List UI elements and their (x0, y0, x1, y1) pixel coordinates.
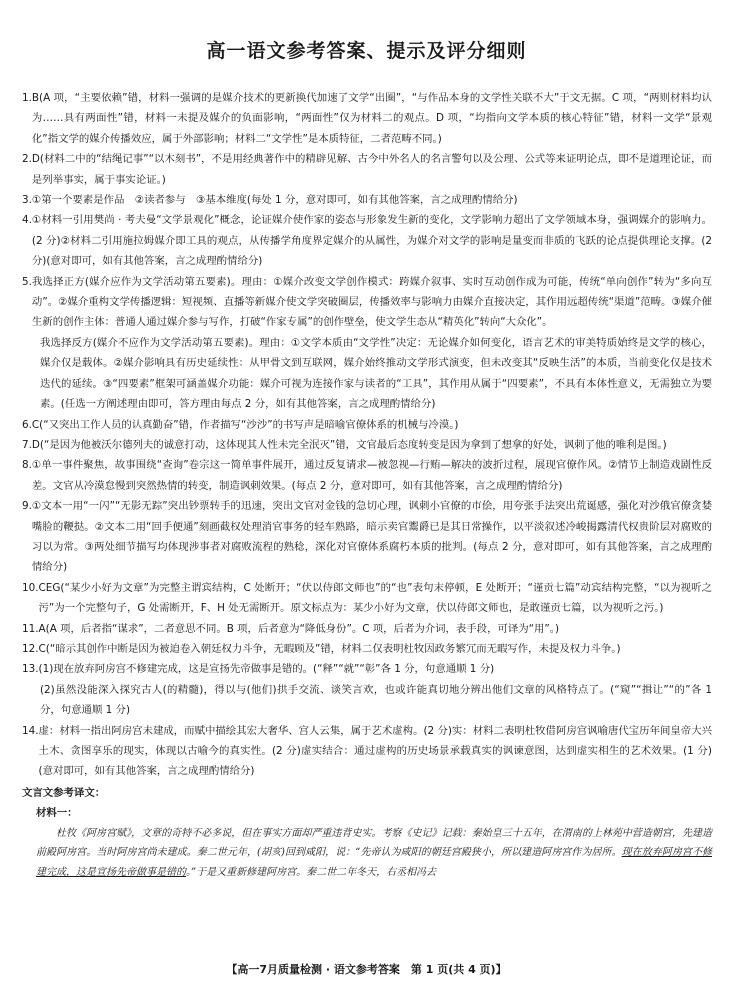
answer-item-1 (22, 88, 712, 149)
answer-number: 12. (22, 642, 39, 655)
answer-item-8 (22, 455, 712, 496)
answer-number: 3. (22, 194, 32, 207)
answer-text: ①单一事件聚焦，故事围绕“查询”卷宗这一简单事件展开，通过反复请求—被忽视—行贿—解决的波折过程，展现官僚作风。②情节上制造戏剧性反差。文官从冷漠怠慢到突然热情的转变，制造讽刺效果。(每点 2 分，意对即可，如有其他答案，言之成理酌情给分) (31, 459, 712, 492)
answer-number: 1. (22, 92, 32, 104)
translation-text-after: 。”于是又重新修建阿房宫。秦二世二年冬天，右丞相冯去 (186, 866, 437, 878)
answer-text: 我选择正方(媒介应作为文学活动第五要素)。理由：①媒介改变文学创作模式：跨媒介叙事、实时互动创作成为可能，传统“单向创作”转为“多向互动”。②媒介重构文学传播逻辑：短视频、直播等新媒介使文学突破圈层，传播效率与影响力由媒介直接决定，其作用远超传统“渠道”范畴。③媒介催生新的创作主体：普通人通过媒介参与写作，打破“作家专属”的创作壁垒，使文学生态从“精英化”转向“大众化”。 (31, 275, 712, 329)
translation-text-before: 杜牧《阿房宫赋》，文章的奇特不必多说，但在事实方面却严重违背史实。考察《史记》记载：秦始皇三十五年，在渭南的上林苑中营造朝宫，先建造前殿阿房宫。当时阿房宫尚未建成。秦二世元年，(胡亥)回到咸阳，说：“先帝认为咸阳的朝廷宫殿狭小，所以建造阿房宫作为居所。 (36, 827, 712, 859)
answer-text: CEG(“某少小好为文章”为完整主谓宾结构，C 处断开；“伏以侍郎文师也”的“也”表句末停顿，E 处断开；“谨贡七篇”动宾结构完整，“以为视听之污”为一个完整句子，G 处需断开，F、H 处无需断开。原文标点为：某少小好为文章，伏以侍郎文师也，是敢谨贡七篇，以为视听之污。) (38, 581, 712, 615)
answer-text: B(A 项，“主要依赖”错，材料一强调的是媒介技术的更新换代加速了文学“出圈”，“与作品本身的文学性关联不大”于文无据。C 项，“两则材料均认为……具有两面性”错，材料一未提及媒介的负面影响，“两面性”仅为材料二的观点。D 项，“均指向文学本质的核心特征”错，材料一文学“景观化”指文学的媒介传播效应，属于外部影响；材料二“文学性”是本质特征，二者范畴不同。) (31, 92, 712, 145)
answer-text: A(A 项，后者指“谋求”，二者意思不同。B 项，后者意为“降低身份”。C 项，后者为介词，表手段，可译为“用”。) (38, 622, 560, 635)
answer-item-14 (22, 721, 712, 782)
answer-item-12 (22, 639, 712, 659)
page-footer: 【高一7月质量检测 · 语文参考答案 第 1 页(共 4 页)】 (226, 963, 507, 976)
answer-number: 6. (22, 418, 32, 431)
answer-text: 虚：材料一指出阿房宫未建成，而赋中描绘其宏大奢华、宫人云集，属于艺术虚构。(2 分)实：材料二表明杜牧借阿房宫讽喻唐代宝历年间皇帝大兴土木、贪图享乐的现实，体现以古喻今的真实性。(2 分)虚实结合：通过虚构的历史场景承载真实的讽谏意图，达到虚实相生的艺术效果。(1 分)(意对即可，如有其他答案，言之成理酌情给分) (38, 724, 712, 778)
answer-item-2 (22, 149, 712, 190)
answer-number: 4. (22, 214, 32, 227)
answer-text: C(“又突出工作人员的认真勤奋”错，作者描写“沙沙”的书写声是暗喻官僚体系的机械与冷漠。) (31, 418, 459, 431)
answer-text: ①第一个要素是作品 ②读者参与 ③基本维度(每处 1 分，意对即可，如有其他答案，言之成理酌情给分) (31, 194, 518, 207)
answer-item-3 (22, 190, 712, 210)
answer-number: 10. (22, 581, 39, 594)
material-1-translation (22, 824, 712, 883)
answer-number: 7. (22, 438, 32, 451)
answer-item-7 (22, 435, 712, 455)
answer-item-5 (22, 272, 712, 333)
answer-item-6 (22, 415, 712, 435)
answer-item-11 (22, 619, 712, 639)
answer-number: 13. (22, 663, 39, 676)
answer-13-part-2: (2)虽然没能深入探究古人(的精髓)，得以与(他们)拱手交流、谈笑言欢，也或许能真切地分辨出他们文章的风格特点了。(“窥”“揖让”“的”各 1 分，句意通顺 1 分) (40, 683, 712, 717)
translation-heading: 文言文参考译文： (22, 786, 106, 799)
answer-number: 11. (22, 622, 39, 635)
answer-text: D(材料二中的“结绳记事”“以木刻书”，不是用经典著作中的精辟见解、古今中外名人的名言警句以及公理、公式等来证明论点，即不是道理论证，而是列举事实，属于事实论证。) (31, 153, 712, 186)
answer-item-4 (22, 210, 712, 271)
translation-underlined-sentence: 现在放弃阿房宫不修建完成，这是宣扬先帝做事是错的 (36, 847, 713, 878)
page-title: 高一语文参考答案、提示及评分细则 (206, 40, 527, 62)
answer-number: 5. (22, 275, 32, 288)
answer-text: (1)现在放弃阿房宫不修建完成，这是宣扬先帝做事是错的。(“释”“就”“彰”各 1 分，句意通顺 1 分) (38, 663, 495, 676)
answer-text: ①文本一用“一闪”“无影无踪”突出钞票转手的迅速，突出文官对金钱的急切心理，讽刺小官僚的市侩，用夸张手法突出荒诞感，强化对沙俄官僚贪婪嘴脸的鞭挞。②文本二用“回手便通”刻画截权处理消官事务的轻车熟路，暗示卖官鬻爵已是其日常操作，以平淡叙述冷峻揭露清代权贵阶层对腐败的习以为常。③两处细节描写均体现涉事者对腐败流程的熟稔，深化对官僚体系腐朽本质的批判。(每点 2 分，意对即可，如有其他答案，言之成理酌情给分) (31, 500, 712, 574)
answer-item-10 (22, 578, 712, 619)
answer-item-9 (22, 496, 712, 578)
answer-number: 8. (22, 459, 32, 472)
material-1-label: 材料一： (36, 807, 78, 820)
answer-5-alternative: 我选择反方(媒介不应作为文学活动第五要素)。理由：①文学本质由“文学性”决定：无论媒介如何变化，语言艺术的审美特质始终是文学的核心，媒介仅是载体。②媒介影响具有历史延续性：从甲骨文到互联网，媒介始终推动文学形式演变，但未改变其“反映生活”的本质，当前变化仅是技术迭代的延续。③“四要素”框架可涵盖媒介功能：媒介可视为连接作家与读者的“工具”，其作用从属于“四要素”，不具有本体性意义，无需独立为要素。(任选一方阐述理由即可，答方理由每点 2 分，如有其他答案，言之成理酌情给分) (40, 336, 712, 411)
answer-content (22, 88, 712, 882)
answer-text: ①材料一引用樊尚 · 考夫曼“文学景观化”概念，论证媒介使作家的姿态与形象发生新的变化，文学影响力超出了文学领域本身，强调媒介的影响力。(2 分)②材料二引用施拉姆媒介即工具的观点，从传播学角度界定媒介的从属性，为媒介对文学的影响是量变而非质的飞跃的论点提供理论支撑。(2 分)(意对即可，如有其他答案，言之成理酌情给分) (31, 214, 712, 268)
answer-number: 14. (22, 724, 39, 737)
answer-number: 9. (22, 500, 32, 513)
answer-text: D(“是因为他被沃尔德列夫的诚意打动，这体现其人性未完全泯灭”错，文官最后态度转变是因为拿到了想拿的好处，讽刺了他的唯利是图。) (31, 438, 667, 451)
answer-number: 2. (22, 153, 32, 166)
answer-item-13 (22, 659, 712, 679)
answer-text: C(“暗示其创作中断是因为被迫卷入朝廷权力斗争，无暇顾及”错，材料二仅表明杜牧因政务繁冗而无暇写作，未提及权力斗争。) (38, 642, 621, 655)
